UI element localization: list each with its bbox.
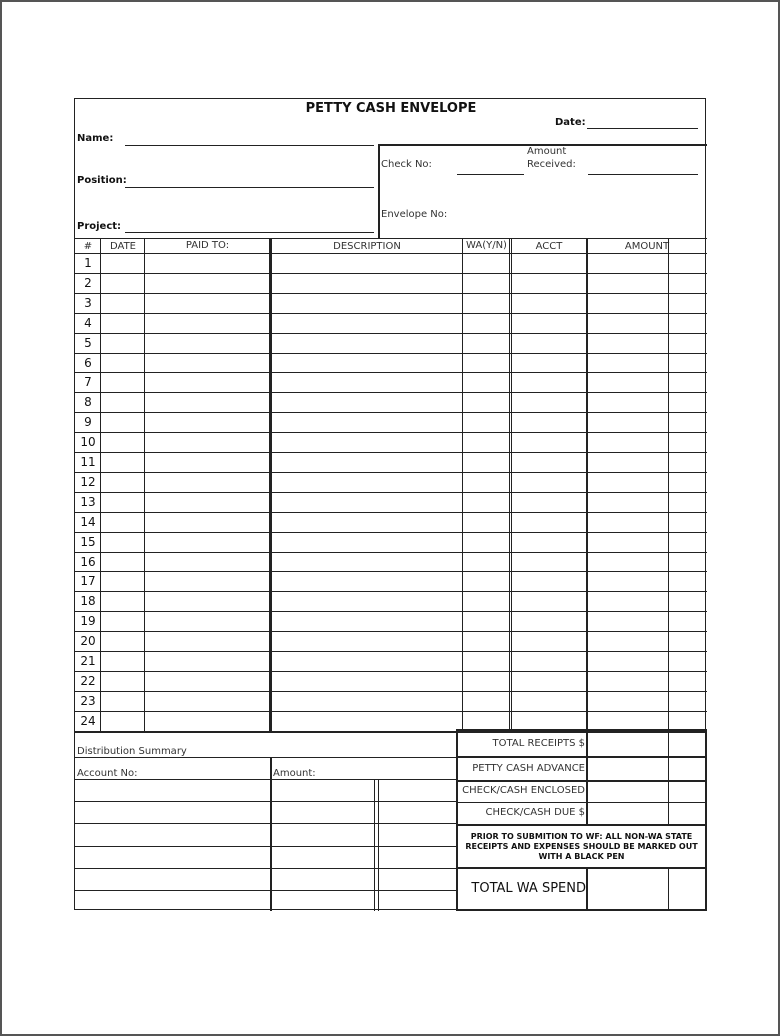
table-row-line: [75, 412, 707, 413]
amount-received-label-2: Received:: [527, 159, 576, 170]
table-column-line: [668, 238, 669, 731]
table-row-line: [75, 392, 707, 393]
row-number: 13: [80, 494, 96, 509]
table-row-line: [75, 432, 707, 433]
summary-col-line: [270, 757, 272, 911]
row-number: 10: [80, 435, 96, 450]
name-field[interactable]: [125, 145, 374, 146]
table-row-line: [75, 552, 707, 553]
summary-divider: [75, 757, 457, 758]
totals-divider: [456, 824, 707, 826]
total-wa-spend-label: TOTAL WA SPEND: [471, 881, 586, 896]
position-label: Position:: [77, 175, 127, 186]
summary-divider: [75, 779, 457, 780]
row-number: 15: [80, 534, 96, 549]
summary-col-line: [378, 779, 379, 911]
row-number: 20: [80, 634, 96, 649]
table-row-line: [75, 273, 707, 274]
table-row-line: [75, 353, 707, 354]
table-row-line: [75, 512, 707, 513]
table-row-line: [75, 631, 707, 632]
table-row-line: [75, 671, 707, 672]
totals-divider: [456, 867, 707, 869]
date-label: Date:: [555, 117, 586, 128]
table-row-line: [75, 691, 707, 692]
table-row-line: [75, 293, 707, 294]
table-column-line: [144, 238, 145, 731]
distribution-row[interactable]: [75, 823, 457, 824]
row-number: 5: [84, 335, 92, 350]
non-wa-notice: PRIOR TO SUBMITION TO WF: ALL NON-WA STATE RECEIPTS AND EXPENSES SHOULD BE MARKED OUT WITH A BLACK PEN: [465, 832, 698, 861]
row-number: 7: [84, 375, 92, 390]
petty-cash-advance-label: PETTY CASH ADVANCE: [472, 763, 585, 774]
col-header-number: #: [83, 241, 93, 252]
table-row-line: [75, 571, 707, 572]
distribution-row[interactable]: [75, 846, 457, 847]
row-number: 3: [84, 295, 92, 310]
check-no-label: Check No:: [381, 159, 432, 170]
row-number: 19: [80, 614, 96, 629]
project-label: Project:: [77, 221, 122, 232]
row-number: 17: [80, 574, 96, 589]
project-field[interactable]: [125, 232, 374, 233]
table-row-line: [75, 711, 707, 712]
col-header-amount: AMOUNT: [624, 241, 670, 252]
table-row-line: [75, 651, 707, 652]
col-header-date: DATE: [109, 241, 136, 252]
amount-received-field[interactable]: [588, 174, 698, 175]
row-number: 8: [84, 395, 92, 410]
row-number: 12: [80, 474, 96, 489]
table-row-line: [75, 333, 707, 334]
table-row-line: [75, 452, 707, 453]
row-number: 1: [84, 256, 92, 270]
check-cash-due-label: CHECK/CASH DUE $: [485, 807, 585, 818]
total-receipts-label: TOTAL RECEIPTS $: [492, 738, 585, 749]
table-column-line: [271, 238, 272, 731]
totals-divider: [456, 780, 707, 782]
row-number: 21: [80, 654, 96, 668]
row-number: 24: [80, 713, 96, 728]
row-number: 18: [80, 594, 96, 609]
col-header-description: DESCRIPTION: [333, 241, 401, 252]
table-row-line: [75, 591, 707, 592]
position-field[interactable]: [125, 187, 374, 188]
form-title: PETTY CASH ENVELOPE: [305, 101, 477, 116]
table-row-line: [75, 611, 707, 612]
row-number: 9: [84, 415, 92, 430]
amount-received-label-1: Amount: [527, 146, 567, 157]
table-row-line: [75, 492, 707, 493]
date-field[interactable]: [587, 128, 698, 129]
row-number: 6: [84, 355, 92, 370]
totals-col-line: [668, 729, 669, 825]
account-no-label: Account No:: [77, 768, 138, 779]
envelope-no-label: Envelope No:: [381, 209, 448, 220]
table-column-line: [462, 238, 463, 731]
row-number: 14: [80, 514, 96, 529]
row-number: 23: [80, 693, 96, 708]
totals-divider: [456, 756, 707, 758]
totals-col-line: [586, 729, 588, 825]
table-column-line: [586, 238, 588, 731]
totals-col-line: [668, 867, 669, 911]
distribution-row[interactable]: [75, 868, 457, 869]
name-label: Name:: [77, 133, 114, 144]
totals-divider: [456, 802, 707, 803]
table-row-line: [75, 532, 707, 533]
summary-col-line: [374, 779, 375, 911]
distribution-summary-label: Distribution Summary: [77, 746, 187, 757]
check-cash-enclosed-label: CHECK/CASH ENCLOSED: [462, 785, 585, 796]
check-no-field[interactable]: [457, 174, 524, 175]
row-number: 2: [84, 275, 92, 290]
col-header-wa: WA(Y/N): [466, 240, 507, 251]
distribution-row[interactable]: [75, 890, 457, 891]
table-row-line: [75, 372, 707, 373]
row-number: 22: [80, 673, 96, 688]
row-number: 16: [80, 554, 96, 569]
table-top-border: [75, 238, 707, 239]
table-column-line: [100, 238, 101, 731]
col-header-acct: ACCT: [535, 241, 563, 252]
row-number: 4: [84, 315, 92, 330]
petty-cash-form: [74, 98, 706, 910]
table-column-line: [511, 238, 512, 731]
table-row-line: [75, 472, 707, 473]
row-number: 11: [80, 455, 96, 469]
totals-col-line: [586, 867, 588, 911]
amount-label: Amount:: [273, 768, 316, 779]
table-header-border: [75, 253, 707, 254]
col-header-paid-to: PAID TO:: [185, 240, 230, 251]
table-row-line: [75, 313, 707, 314]
distribution-row[interactable]: [75, 801, 457, 802]
table-column-line: [509, 238, 510, 731]
